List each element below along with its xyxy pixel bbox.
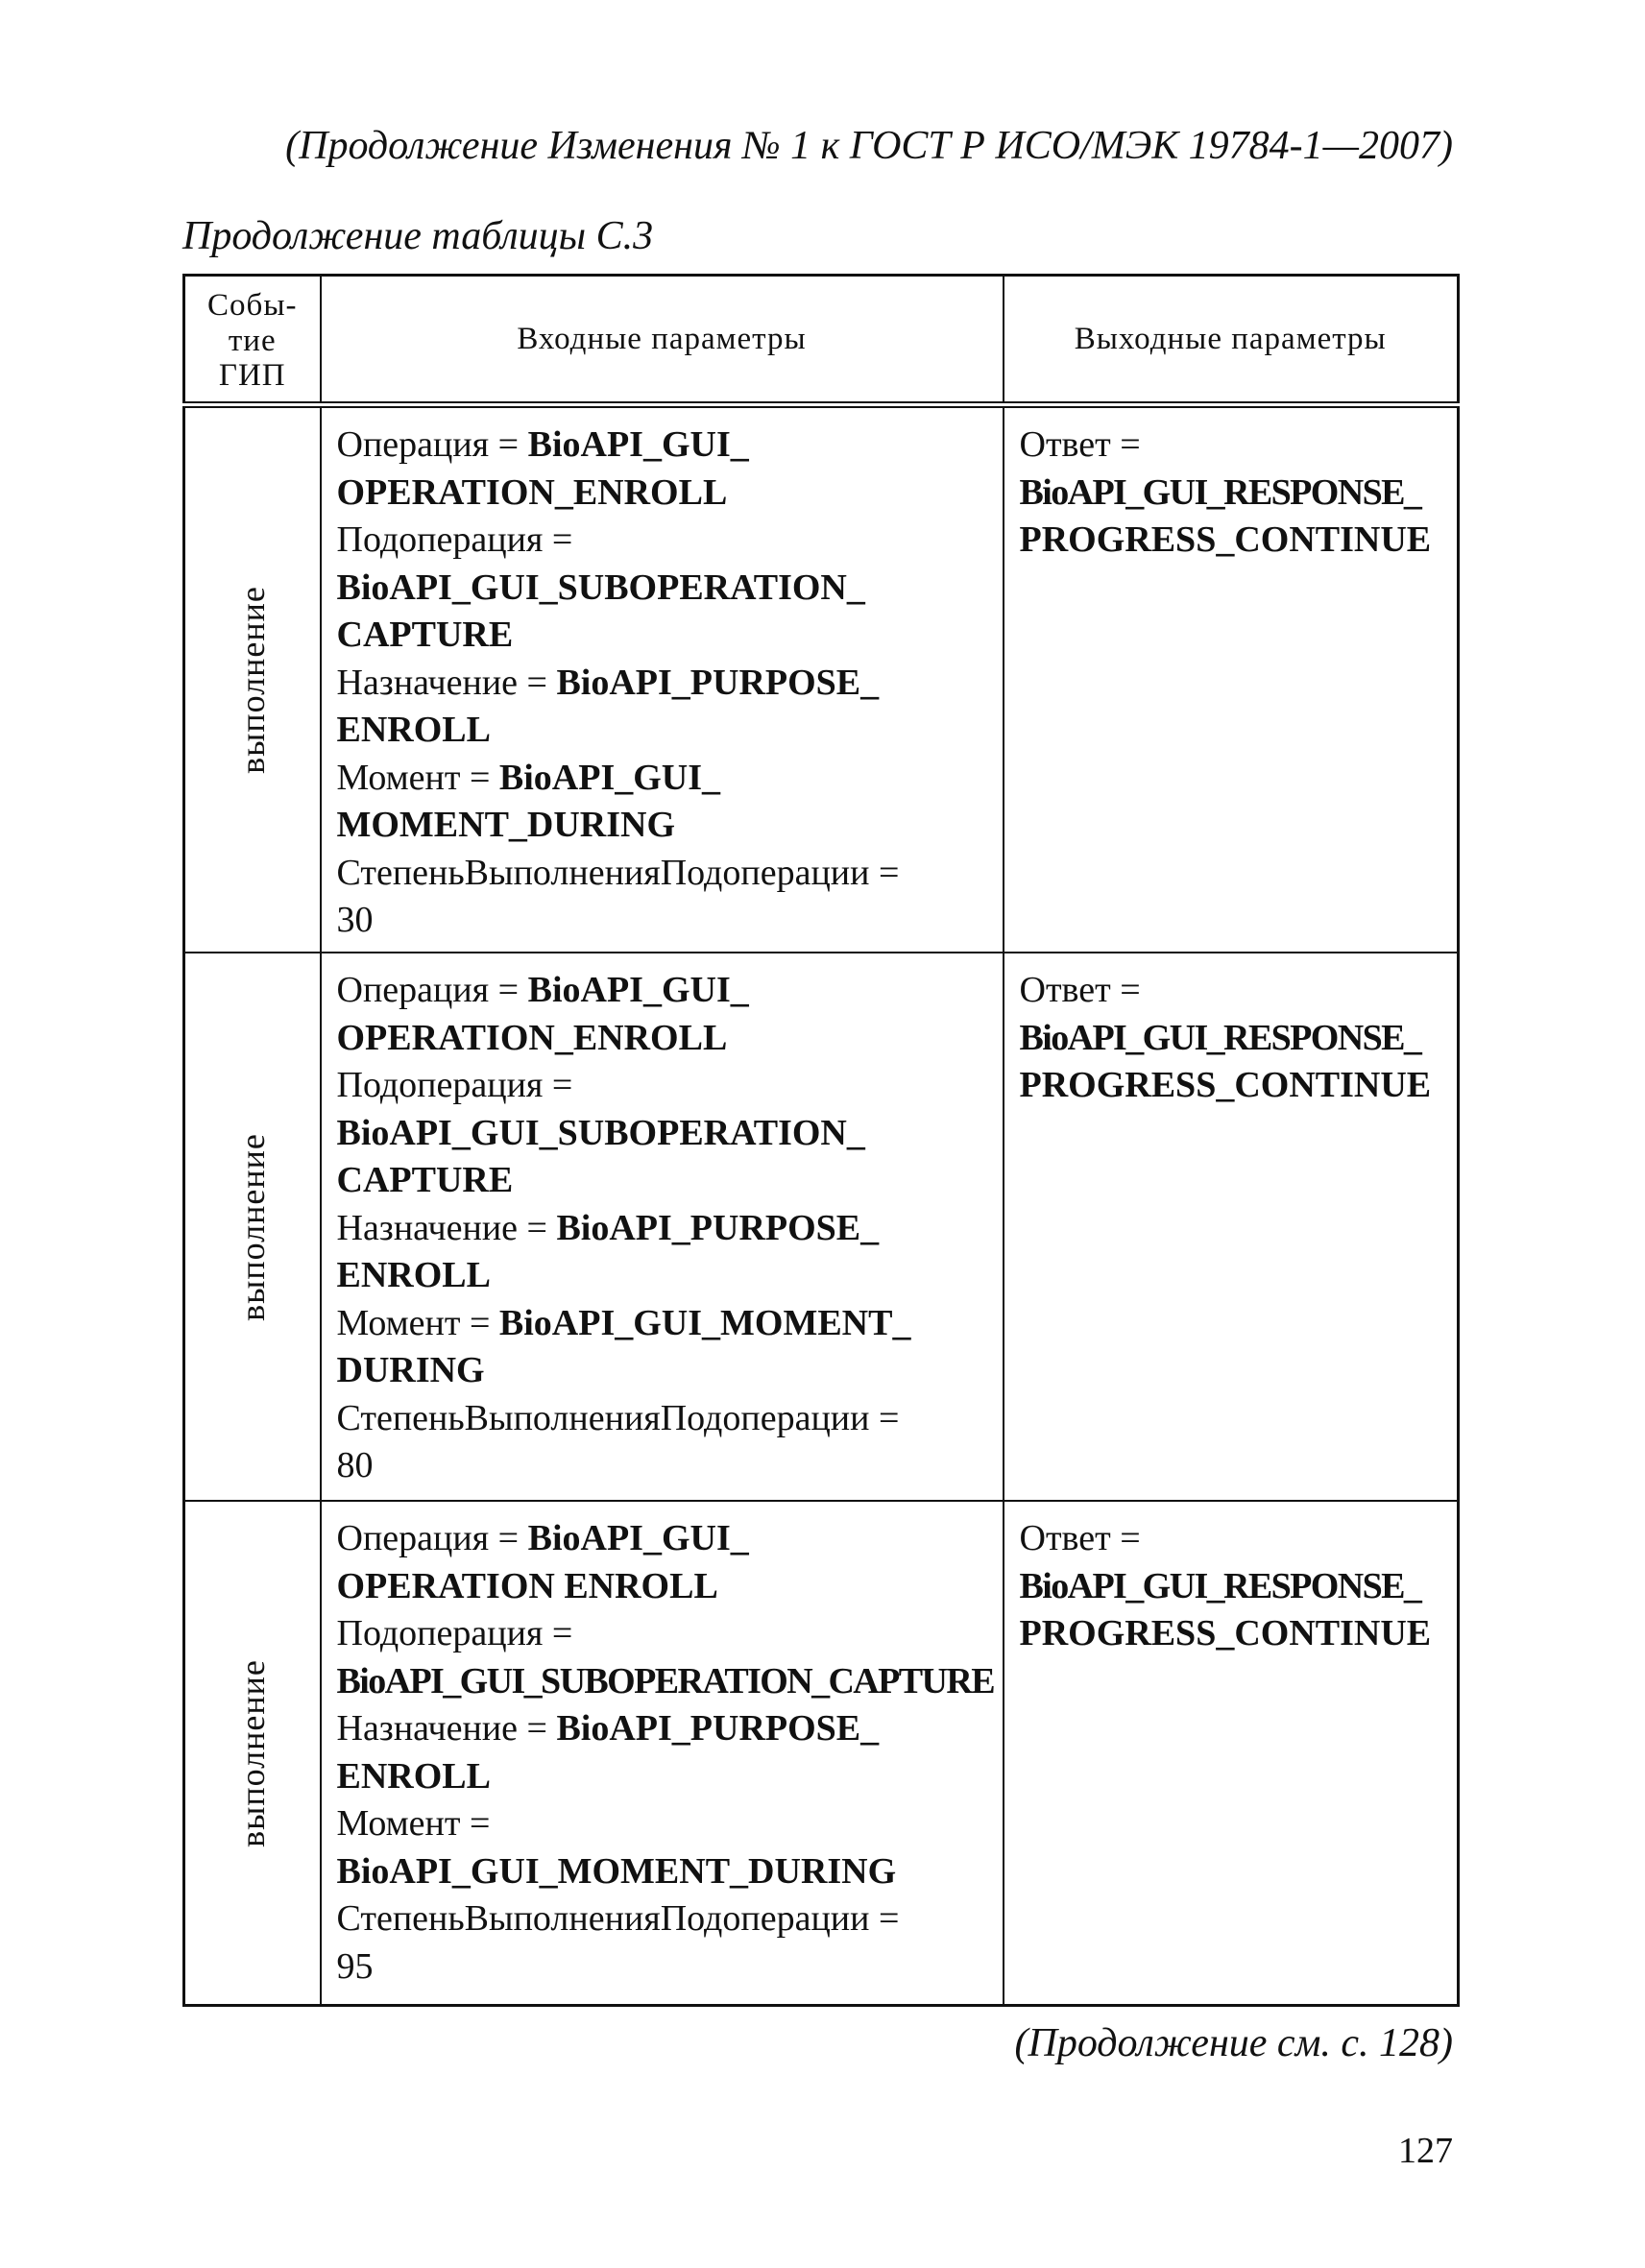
- param-line: [337, 1015, 989, 1063]
- param-line: [337, 1062, 989, 1110]
- output-params-cell: [1004, 405, 1459, 953]
- column-header-event: Собы- тие ГИП: [184, 276, 321, 405]
- param-label: Ответ =: [1019, 1518, 1141, 1559]
- param-label: 30: [336, 900, 374, 940]
- param-value: BioAPI_GUI_SUBOPERATION_: [336, 567, 865, 608]
- param-value: BioAPI_GUI_: [527, 1518, 749, 1559]
- param-line: [337, 850, 989, 898]
- param-line: [337, 1252, 989, 1300]
- param-value: BioAPI_GUI_MOMENT_DURING: [336, 1850, 897, 1892]
- param-value: PROGRESS_CONTINUE: [1019, 519, 1432, 560]
- param-line: [337, 1157, 989, 1205]
- input-params-cell: [321, 405, 1004, 953]
- param-line: [337, 755, 989, 803]
- param-line: [1020, 422, 1444, 470]
- param-line: [1020, 1062, 1444, 1110]
- param-value: BioAPI_GUI_SUBOPERATION_: [336, 1112, 865, 1153]
- param-value: BioAPI_GUI_RESPONSE_: [1019, 1565, 1421, 1606]
- parameters-table: [182, 274, 1460, 2007]
- event-cell: [184, 405, 321, 953]
- param-value: OPERATION_ENROLL: [336, 1017, 728, 1058]
- param-line: [1020, 470, 1444, 518]
- param-line: [337, 1705, 989, 1753]
- param-line: [337, 1753, 989, 1801]
- param-value: BioAPI_PURPOSE_: [556, 1708, 880, 1749]
- param-line: [337, 1895, 989, 1943]
- table-row: [184, 1501, 1459, 2005]
- param-value: ENROLL: [336, 1755, 491, 1797]
- param-label: Момент =: [336, 757, 499, 798]
- output-params-cell: [1004, 1501, 1459, 2005]
- param-value: BioAPI_GUI_MOMENT_: [498, 1302, 911, 1343]
- param-label: Операция =: [336, 424, 528, 465]
- param-line: [337, 565, 989, 613]
- param-line: [1020, 1015, 1444, 1063]
- param-line: [337, 1395, 989, 1443]
- param-line: [1020, 517, 1444, 565]
- running-title: (Продолжение Изменения № 1 к ГОСТ Р ИСО/МЭК 19784-1—2007): [285, 124, 1453, 168]
- param-value: BioAPI_GUI_RESPONSE_: [1019, 471, 1421, 513]
- param-line: [1020, 1515, 1444, 1563]
- param-label: Момент =: [336, 1803, 491, 1845]
- column-header-output: Выходные параметры: [1004, 276, 1459, 405]
- output-params-cell: [1004, 953, 1459, 1501]
- param-line: [336, 1658, 994, 1706]
- param-value: BioAPI_GUI_: [527, 424, 749, 465]
- param-line: [337, 1943, 989, 1991]
- continuation-note: (Продолжение см. с. 128): [1014, 2021, 1453, 2065]
- param-line: [337, 660, 989, 708]
- param-line: [337, 1800, 989, 1848]
- param-value: OPERATION_ENROLL: [336, 471, 728, 513]
- param-value: BioAPI_GUI_RESPONSE_: [1019, 1017, 1421, 1058]
- param-value: BioAPI_PURPOSE_: [556, 1207, 880, 1248]
- event-cell: [184, 1501, 321, 2005]
- param-value: OPERATION ENROLL: [336, 1565, 718, 1606]
- param-line: [337, 612, 989, 660]
- table-caption: Продолжение таблицы С.3: [182, 214, 654, 258]
- param-value: PROGRESS_CONTINUE: [1019, 1613, 1432, 1654]
- param-value: BioAPI_GUI_: [498, 757, 721, 798]
- param-line: [337, 1515, 989, 1563]
- param-value: BioAPI_GUI_SUBOPERATION_CAPTURE: [336, 1660, 994, 1701]
- param-value: ENROLL: [336, 710, 491, 750]
- param-line: [1020, 1563, 1444, 1611]
- input-params-cell: [321, 953, 1004, 1501]
- param-label: Назначение =: [336, 662, 557, 703]
- param-label: Назначение =: [336, 1207, 557, 1248]
- param-label: СтепеньВыполненияПодоперации =: [336, 1397, 900, 1438]
- param-line: [337, 517, 989, 565]
- table-row: [184, 405, 1459, 953]
- param-line: [337, 1848, 989, 1896]
- param-value: PROGRESS_CONTINUE: [1019, 1065, 1432, 1106]
- event-cell: [184, 953, 321, 1501]
- param-value: DURING: [336, 1350, 485, 1391]
- param-line: [337, 1300, 989, 1348]
- param-line: [337, 422, 989, 470]
- param-line: [337, 802, 989, 850]
- param-line: [337, 897, 989, 945]
- param-line: [337, 1110, 989, 1158]
- table-header-row: [184, 276, 1459, 405]
- param-label: Подоперация =: [336, 1065, 573, 1106]
- param-label: Операция =: [336, 970, 528, 1011]
- column-header-input: Входные параметры: [321, 276, 1004, 405]
- table-row: [184, 953, 1459, 1501]
- param-value: BioAPI_PURPOSE_: [556, 662, 880, 703]
- param-value: CAPTURE: [336, 1160, 514, 1201]
- event-label: выполнение: [232, 1132, 272, 1321]
- param-value: BioAPI_GUI_: [527, 970, 749, 1011]
- param-line: [337, 1205, 989, 1253]
- param-value: MOMENT_DURING: [336, 805, 676, 845]
- param-label: Ответ =: [1019, 970, 1141, 1011]
- param-line: [1020, 967, 1444, 1015]
- param-value: ENROLL: [336, 1255, 491, 1296]
- param-value: CAPTURE: [336, 615, 514, 655]
- param-label: СтепеньВыполненияПодоперации =: [336, 1898, 900, 1940]
- param-line: [337, 1442, 989, 1490]
- param-line: [337, 470, 989, 518]
- event-label: выполнение: [232, 586, 272, 775]
- param-label: СтепеньВыполненияПодоперации =: [336, 852, 900, 893]
- param-line: [337, 967, 989, 1015]
- param-label: 80: [336, 1445, 374, 1486]
- page-number: 127: [1398, 2131, 1453, 2171]
- event-label: выполнение: [232, 1658, 272, 1847]
- param-line: [337, 1563, 989, 1611]
- param-line: [337, 707, 989, 755]
- param-label: Момент =: [336, 1302, 499, 1343]
- param-line: [337, 1347, 989, 1395]
- param-label: Подоперация =: [336, 1613, 573, 1654]
- param-line: [1020, 1610, 1444, 1658]
- param-label: Назначение =: [336, 1708, 557, 1749]
- param-label: Ответ =: [1019, 424, 1141, 465]
- param-label: Операция =: [336, 1518, 528, 1559]
- param-label: 95: [336, 1945, 374, 1987]
- input-params-cell: [321, 1501, 1004, 2005]
- param-label: Подоперация =: [336, 519, 573, 560]
- param-line: [337, 1610, 989, 1658]
